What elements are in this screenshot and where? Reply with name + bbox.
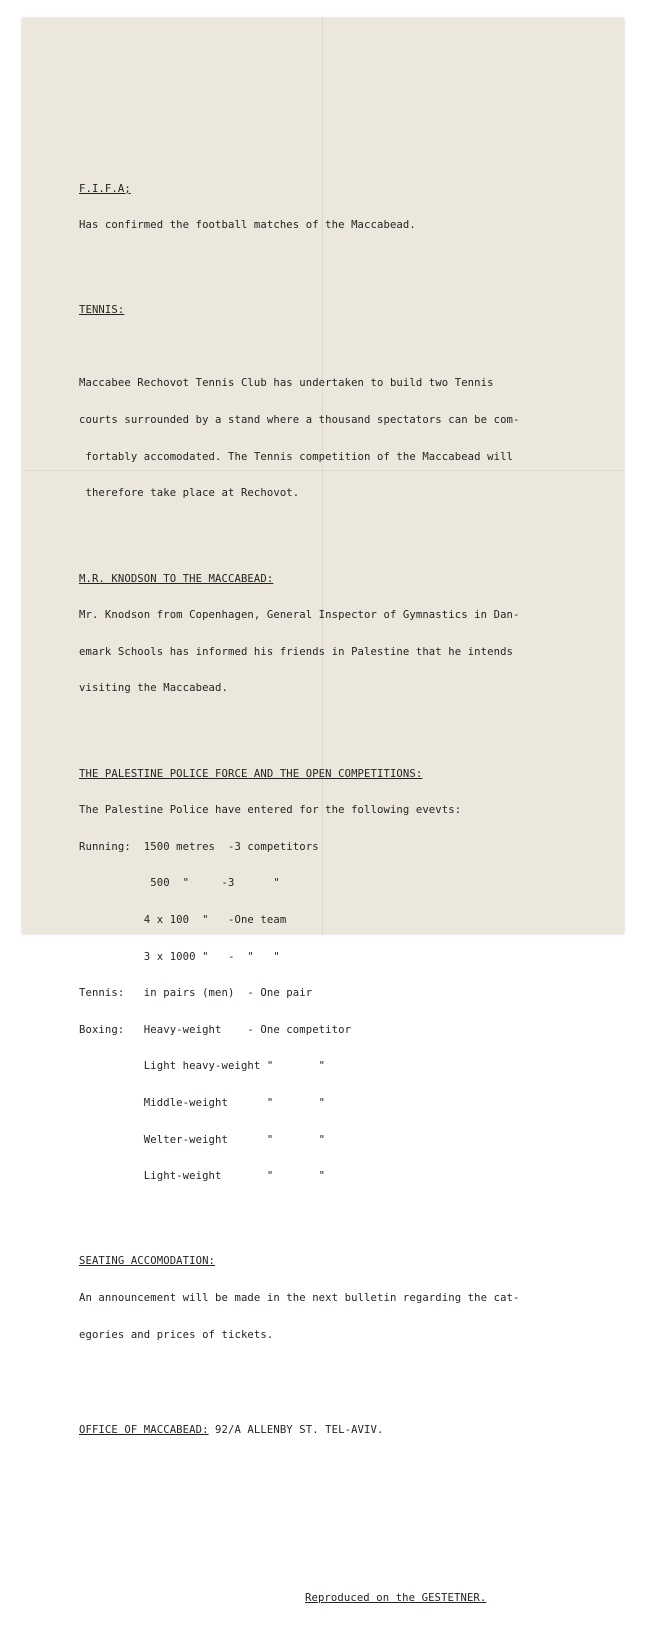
office-address: 92/A ALLENBY ST. TEL-AVIV. xyxy=(208,1423,384,1436)
knodson-line-1: Mr. Knodson from Copenhagen, General Inspector of Gymnastics in Dan- xyxy=(79,609,520,622)
police-entry-6: Boxing: Heavy-weight - One competitor xyxy=(79,1023,352,1036)
police-entry-8: Middle-weight " " xyxy=(79,1097,326,1110)
fifa-heading: F.I.F.A; xyxy=(79,182,131,195)
office-line xyxy=(79,1424,599,1436)
tennis-line-2: courts surrounded by a stand where a thousand spectators can be com- xyxy=(79,414,520,427)
police-intro: The Palestine Police have entered for the following evevts: xyxy=(79,804,462,817)
typed-bulletin xyxy=(79,146,599,1641)
tennis-line-1: Maccabee Rechovot Tennis Club has undertaken to build two Tennis xyxy=(79,377,494,390)
police-entry-10: Light-weight " " xyxy=(79,1170,326,1183)
seating-line-1: An announcement will be made in the next bulletin regarding the cat- xyxy=(79,1292,520,1305)
police-heading: THE PALESTINE POLICE FORCE AND THE OPEN COMPETITIONS: xyxy=(79,767,423,780)
tennis-line-4: therefore take place at Rechovot. xyxy=(79,487,300,500)
document-page xyxy=(22,18,624,1605)
office-label: OFFICE OF MACCABEAD: xyxy=(79,1423,209,1436)
footer-line xyxy=(79,1592,599,1604)
fifa-text: Has confirmed the football matches of the Maccabead. xyxy=(79,219,416,232)
tennis-line-3: fortably accomodated. The Tennis competition of the Maccabead will xyxy=(79,450,514,463)
knodson-heading: M.R. KNODSON TO THE MACCABEAD: xyxy=(79,572,274,585)
tennis-heading: TENNIS: xyxy=(79,304,125,317)
police-entry-4: 3 x 1000 " - " " xyxy=(79,950,280,963)
police-entry-9: Welter-weight " " xyxy=(79,1133,326,1146)
seating-line-2: egories and prices of tickets. xyxy=(79,1328,274,1341)
police-entry-3: 4 x 100 " -One team xyxy=(79,913,287,926)
police-entry-2: 500 " -3 " xyxy=(79,877,280,890)
police-entry-7: Light heavy-weight " " xyxy=(79,1060,326,1073)
police-entry-1: Running: 1500 metres -3 competitors xyxy=(79,840,319,853)
seating-heading: SEATING ACCOMODATION: xyxy=(79,1255,216,1268)
reproduced-note: Reproduced on the GESTETNER. xyxy=(305,1592,487,1605)
knodson-line-3: visiting the Maccabead. xyxy=(79,682,228,695)
knodson-line-2: emark Schools has informed his friends in Palestine that he intends xyxy=(79,645,514,658)
police-entry-5: Tennis: in pairs (men) - One pair xyxy=(79,987,313,1000)
